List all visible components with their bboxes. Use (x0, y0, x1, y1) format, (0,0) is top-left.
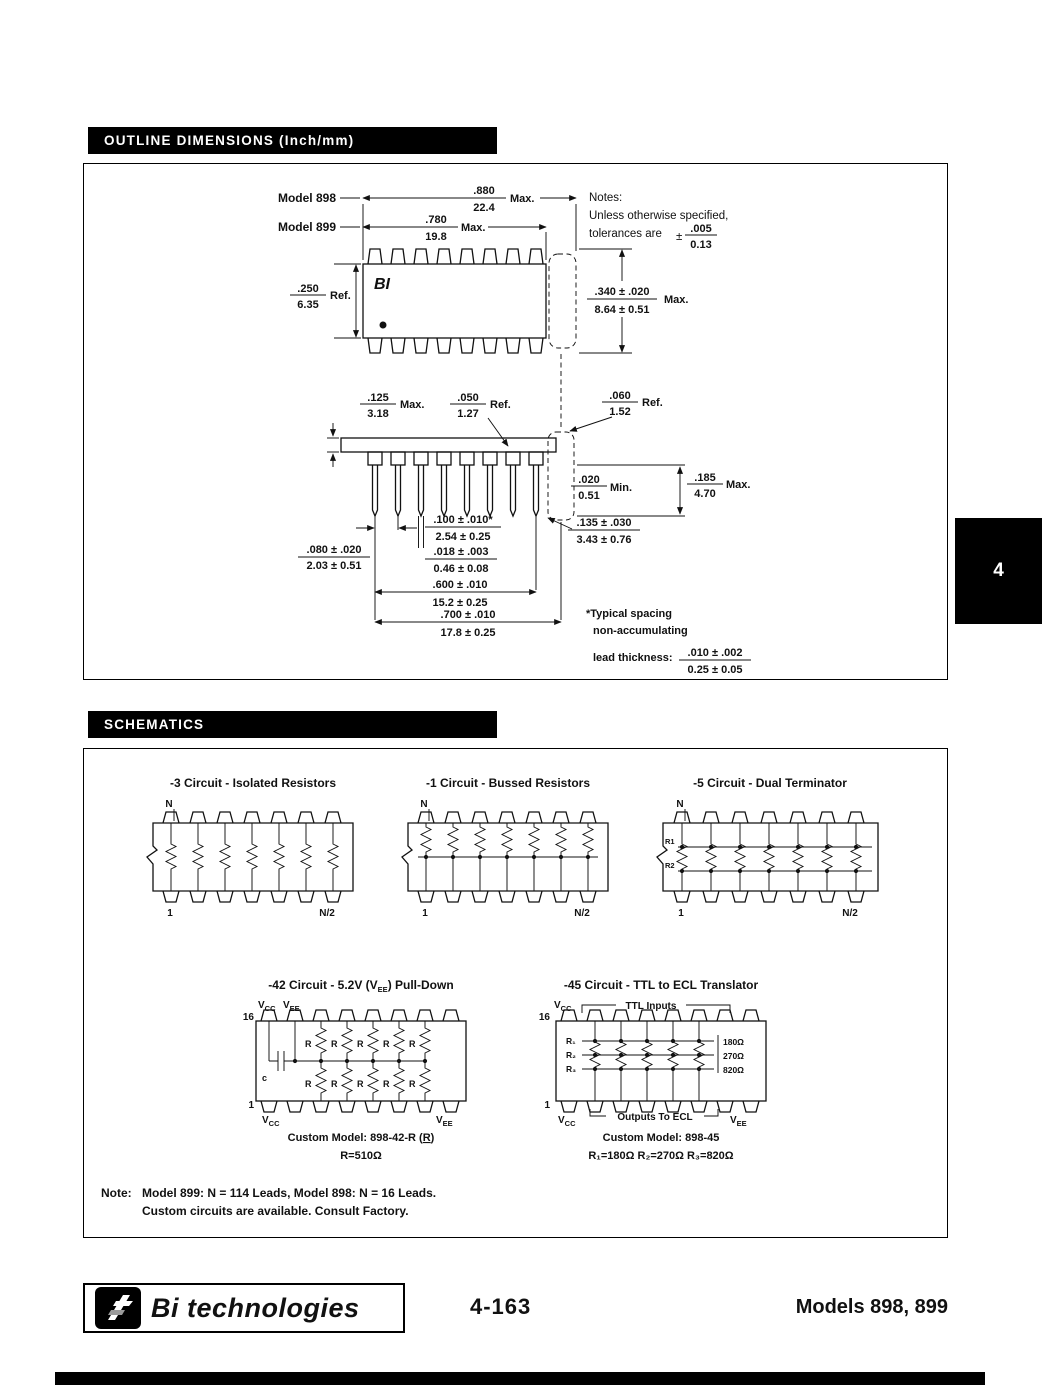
circuit-42-pin-1-label: 1 (248, 1100, 254, 1111)
notes-line1: Notes: (589, 192, 623, 204)
dim-020-suffix: Min. (610, 482, 632, 494)
circuit-45-translator (539, 978, 766, 1162)
note-line1: Model 899: N = 114 Leads, Model 898: N = 16 Leads. (142, 1186, 437, 1200)
circuit-42-r-label: R (331, 1039, 338, 1049)
dim-lead-inch: .010 ± .002 (687, 647, 743, 659)
circuit-42-r-label: R (331, 1079, 338, 1089)
dim-100 (356, 514, 501, 543)
outline-dimensions-panel (83, 163, 948, 680)
dim-020 (571, 474, 632, 502)
dim-600-mm: 15.2 ± 0.25 (432, 597, 488, 609)
circuit-45-title: -45 Circuit - TTL to ECL Translator (563, 978, 759, 992)
dim-780-suffix: Max. (461, 222, 486, 234)
dim-340-suffix: Max. (664, 294, 689, 306)
page-number: 4-163 (470, 1294, 532, 1319)
dim-340-inch: .340 ± .020 (594, 286, 650, 298)
circuit-42-vee-top-label: $V_{EE}$ (283, 1000, 300, 1013)
dim-135-mm: 3.43 ± 0.76 (576, 534, 632, 546)
lead-thickness-label: lead thickness: (593, 652, 673, 664)
dim-185-suffix: Max. (726, 479, 751, 491)
dim-lead-thickness (593, 647, 751, 676)
dim-020-inch: .020 (578, 474, 600, 486)
dim-100-inch: .100 ± .010* (433, 514, 493, 526)
dim-700-mm: 17.8 ± 0.25 (440, 627, 496, 639)
dip-side-view (341, 354, 574, 520)
schematics-drawing (84, 749, 946, 1236)
circuit-42-r-label: R (409, 1039, 416, 1049)
circuit-3-resistors (166, 823, 338, 891)
dip-top-view (363, 249, 576, 353)
dim-080 (298, 544, 370, 572)
typical-spacing-line2: non-accumulating (593, 625, 688, 637)
dim-700 (375, 609, 561, 639)
dim-185 (577, 465, 750, 516)
dim-340 (579, 249, 688, 353)
typical-spacing-note (586, 608, 688, 637)
circuit-1-pin-1-label: 1 (422, 908, 428, 919)
dim-060-inch: .060 (609, 390, 631, 402)
circuit-42-pulldown (243, 978, 466, 1162)
circuit-5-resistors (677, 823, 861, 891)
dim-880-suffix: Max. (510, 193, 535, 205)
dim-250-mm: 6.35 (297, 299, 319, 311)
dim-060-suffix: Ref. (642, 397, 663, 409)
circuit-45-r3-label: R₃ (566, 1064, 577, 1074)
dip-leads-side-view (368, 452, 543, 516)
circuit-42-vcc-bottom-label: $V_{CC}$ (262, 1115, 280, 1128)
brand-logo-icon (95, 1287, 141, 1329)
dim-060-mm: 1.52 (609, 406, 631, 418)
circuit-45-outputs-label: Outputs To ECL (617, 1112, 693, 1123)
circuit-1-pin-n-label: N (420, 799, 428, 810)
dim-080-mm: 2.03 ± 0.51 (306, 560, 362, 572)
dim-340-mm: 8.64 ± 0.51 (594, 304, 650, 316)
circuit-3-isolated (147, 776, 353, 919)
dim-250 (290, 264, 361, 338)
dim-880-mm: 22.4 (473, 202, 495, 214)
circuit-42-custom-model: Custom Model: 898-42-R (R) (287, 1132, 435, 1144)
circuit-1-resistors (421, 823, 593, 857)
dim-lead-mm: 0.25 ± 0.05 (687, 664, 743, 676)
circuit-42-r-value: R=510Ω (340, 1150, 382, 1162)
pin1-dot (380, 322, 387, 329)
circuit-42-r-label: R (357, 1039, 364, 1049)
dim-135 (548, 517, 640, 546)
circuit-45-vee-bottom-label: $V_{EE}$ (730, 1115, 747, 1128)
bottom-rule (55, 1372, 985, 1385)
circuit-45-custom-model: Custom Model: 898-45 (602, 1132, 720, 1144)
dim-880-inch: .880 (473, 185, 495, 197)
dim-080-inch: .080 ± .020 (306, 544, 362, 556)
circuit-42-vcc-top-label: $V_{CC}$ (258, 1000, 276, 1013)
dim-125 (327, 392, 424, 467)
circuit-42-r-label: R (383, 1039, 390, 1049)
dim-185-mm: 4.70 (694, 488, 716, 500)
circuit-3-pin-1-label: 1 (167, 908, 173, 919)
circuit-45-r2-label: R₂ (566, 1050, 576, 1060)
schematics-header (88, 711, 497, 738)
dim-050-mm: 1.27 (457, 408, 479, 420)
dim-020-mm: 0.51 (578, 490, 600, 502)
model-labels (278, 191, 360, 234)
tolerance-notes (589, 192, 728, 251)
dim-250-suffix: Ref. (330, 290, 351, 302)
dim-050-inch: .050 (457, 392, 479, 404)
circuit-5-pin-1-label: 1 (678, 908, 684, 919)
circuit-5-r2-label: R2 (665, 861, 675, 870)
notes-line3: tolerances are (589, 228, 662, 240)
dim-125-inch: .125 (367, 392, 389, 404)
section-tab (955, 518, 1042, 624)
dim-600 (375, 579, 536, 609)
dim-060 (570, 390, 663, 431)
circuit-5-pin-n-label: N (676, 799, 684, 810)
circuit-42-r-label: R (383, 1079, 390, 1089)
circuit-3-pin-n-label: N (165, 799, 173, 810)
dim-018-mm: 0.46 ± 0.08 (433, 563, 489, 575)
typical-spacing-line1: *Typical spacing (586, 608, 672, 620)
outline-dimensions-header (88, 127, 497, 154)
circuit-3-title: -3 Circuit - Isolated Resistors (169, 776, 337, 790)
circuit-42-title: -42 Circuit - 5.2V $(V_{EE})$ Pull-Down (268, 978, 454, 994)
circuit-45-vcc-bottom-label: $V_{CC}$ (558, 1115, 576, 1128)
note-line2: Custom circuits are available. Consult Factory. (142, 1204, 409, 1218)
dim-018 (425, 546, 497, 575)
section-tab-number: 4 (993, 560, 1004, 581)
circuit-45-r1-label: R₁ (566, 1036, 576, 1046)
model-898-label: Model 898 (277, 191, 336, 205)
circuit-5-dual-terminator (657, 776, 878, 919)
model898-extra-pin-dashed-outline (549, 254, 576, 348)
notes-line2: Unless otherwise specified, (589, 210, 729, 222)
circuit-3-pin-n2-label: N/2 (319, 908, 335, 919)
circuit-45-ttl-inputs-label: TTL Inputs (625, 1001, 677, 1012)
dim-125-mm: 3.18 (367, 408, 389, 420)
dim-780-inch: .780 (425, 214, 447, 226)
outline-drawing (84, 164, 946, 678)
dim-185-inch: .185 (694, 472, 716, 484)
model-899-label: Model 899 (277, 220, 336, 234)
schematics-note (101, 1186, 436, 1218)
chip-logo-text: BI (374, 276, 390, 293)
circuit-42-capacitor-label: c (262, 1073, 268, 1083)
circuit-42-r-label: R (409, 1079, 416, 1089)
circuit-45-r-values: R₁=180Ω R₂=270Ω R₃=820Ω (588, 1150, 734, 1162)
circuit-45-r2-value: 270Ω (723, 1051, 744, 1061)
schematics-panel (83, 748, 948, 1238)
circuit-42-vee-bottom-label: $V_{EE}$ (436, 1115, 453, 1128)
circuit-1-bussed (402, 776, 608, 919)
dim-050-suffix: Ref. (490, 399, 511, 411)
circuit-45-r3-value: 820Ω (723, 1065, 744, 1075)
brand-logo-box (83, 1283, 405, 1333)
circuit-5-pin-n2-label: N/2 (842, 908, 858, 919)
circuit-42-r-label: R (305, 1079, 312, 1089)
note-label: Note: (101, 1186, 132, 1200)
circuit-1-title: -1 Circuit - Bussed Resistors (425, 776, 591, 790)
dim-780-mm: 19.8 (425, 231, 447, 243)
circuit-45-r1-value: 180Ω (723, 1037, 744, 1047)
dim-100-mm: 2.54 ± 0.25 (435, 531, 491, 543)
circuit-42-r-label: R (357, 1079, 364, 1089)
outline-dimensions-header-label: OUTLINE DIMENSIONS (Inch/mm) (104, 133, 355, 148)
circuit-42-pin-16-label: 16 (242, 1012, 254, 1023)
brand-wordmark: Bi technologies (151, 1292, 360, 1323)
circuit-5-r1-label: R1 (665, 837, 675, 846)
dim-250-inch: .250 (297, 283, 319, 295)
dim-125-suffix: Max. (400, 399, 425, 411)
circuit-45-pin-16-label: 16 (538, 1012, 550, 1023)
dim-tol-inch: .005 (690, 223, 712, 235)
circuit-45-vcc-top-label: $V_{CC}$ (554, 1000, 572, 1013)
dashed-extra-lead (548, 432, 574, 520)
dim-700-inch: .700 ± .010 (440, 609, 496, 621)
dim-135-inch: .135 ± .030 (576, 517, 632, 529)
models-label: Models 898, 899 (795, 1296, 948, 1318)
circuit-42-r-label: R (305, 1039, 312, 1049)
circuit-1-pin-n2-label: N/2 (574, 908, 590, 919)
schematics-header-label: SCHEMATICS (104, 717, 205, 732)
circuit-45-pin-1-label: 1 (544, 1100, 550, 1111)
circuit-1-bus (418, 857, 598, 891)
dim-tol-mm: 0.13 (690, 239, 712, 251)
dim-600-inch: .600 ± .010 (432, 579, 488, 591)
dim-018-inch: .018 ± .003 (433, 546, 489, 558)
circuit-5-title: -5 Circuit - Dual Terminator (693, 776, 847, 790)
plus-minus-symbol: ± (676, 231, 683, 243)
